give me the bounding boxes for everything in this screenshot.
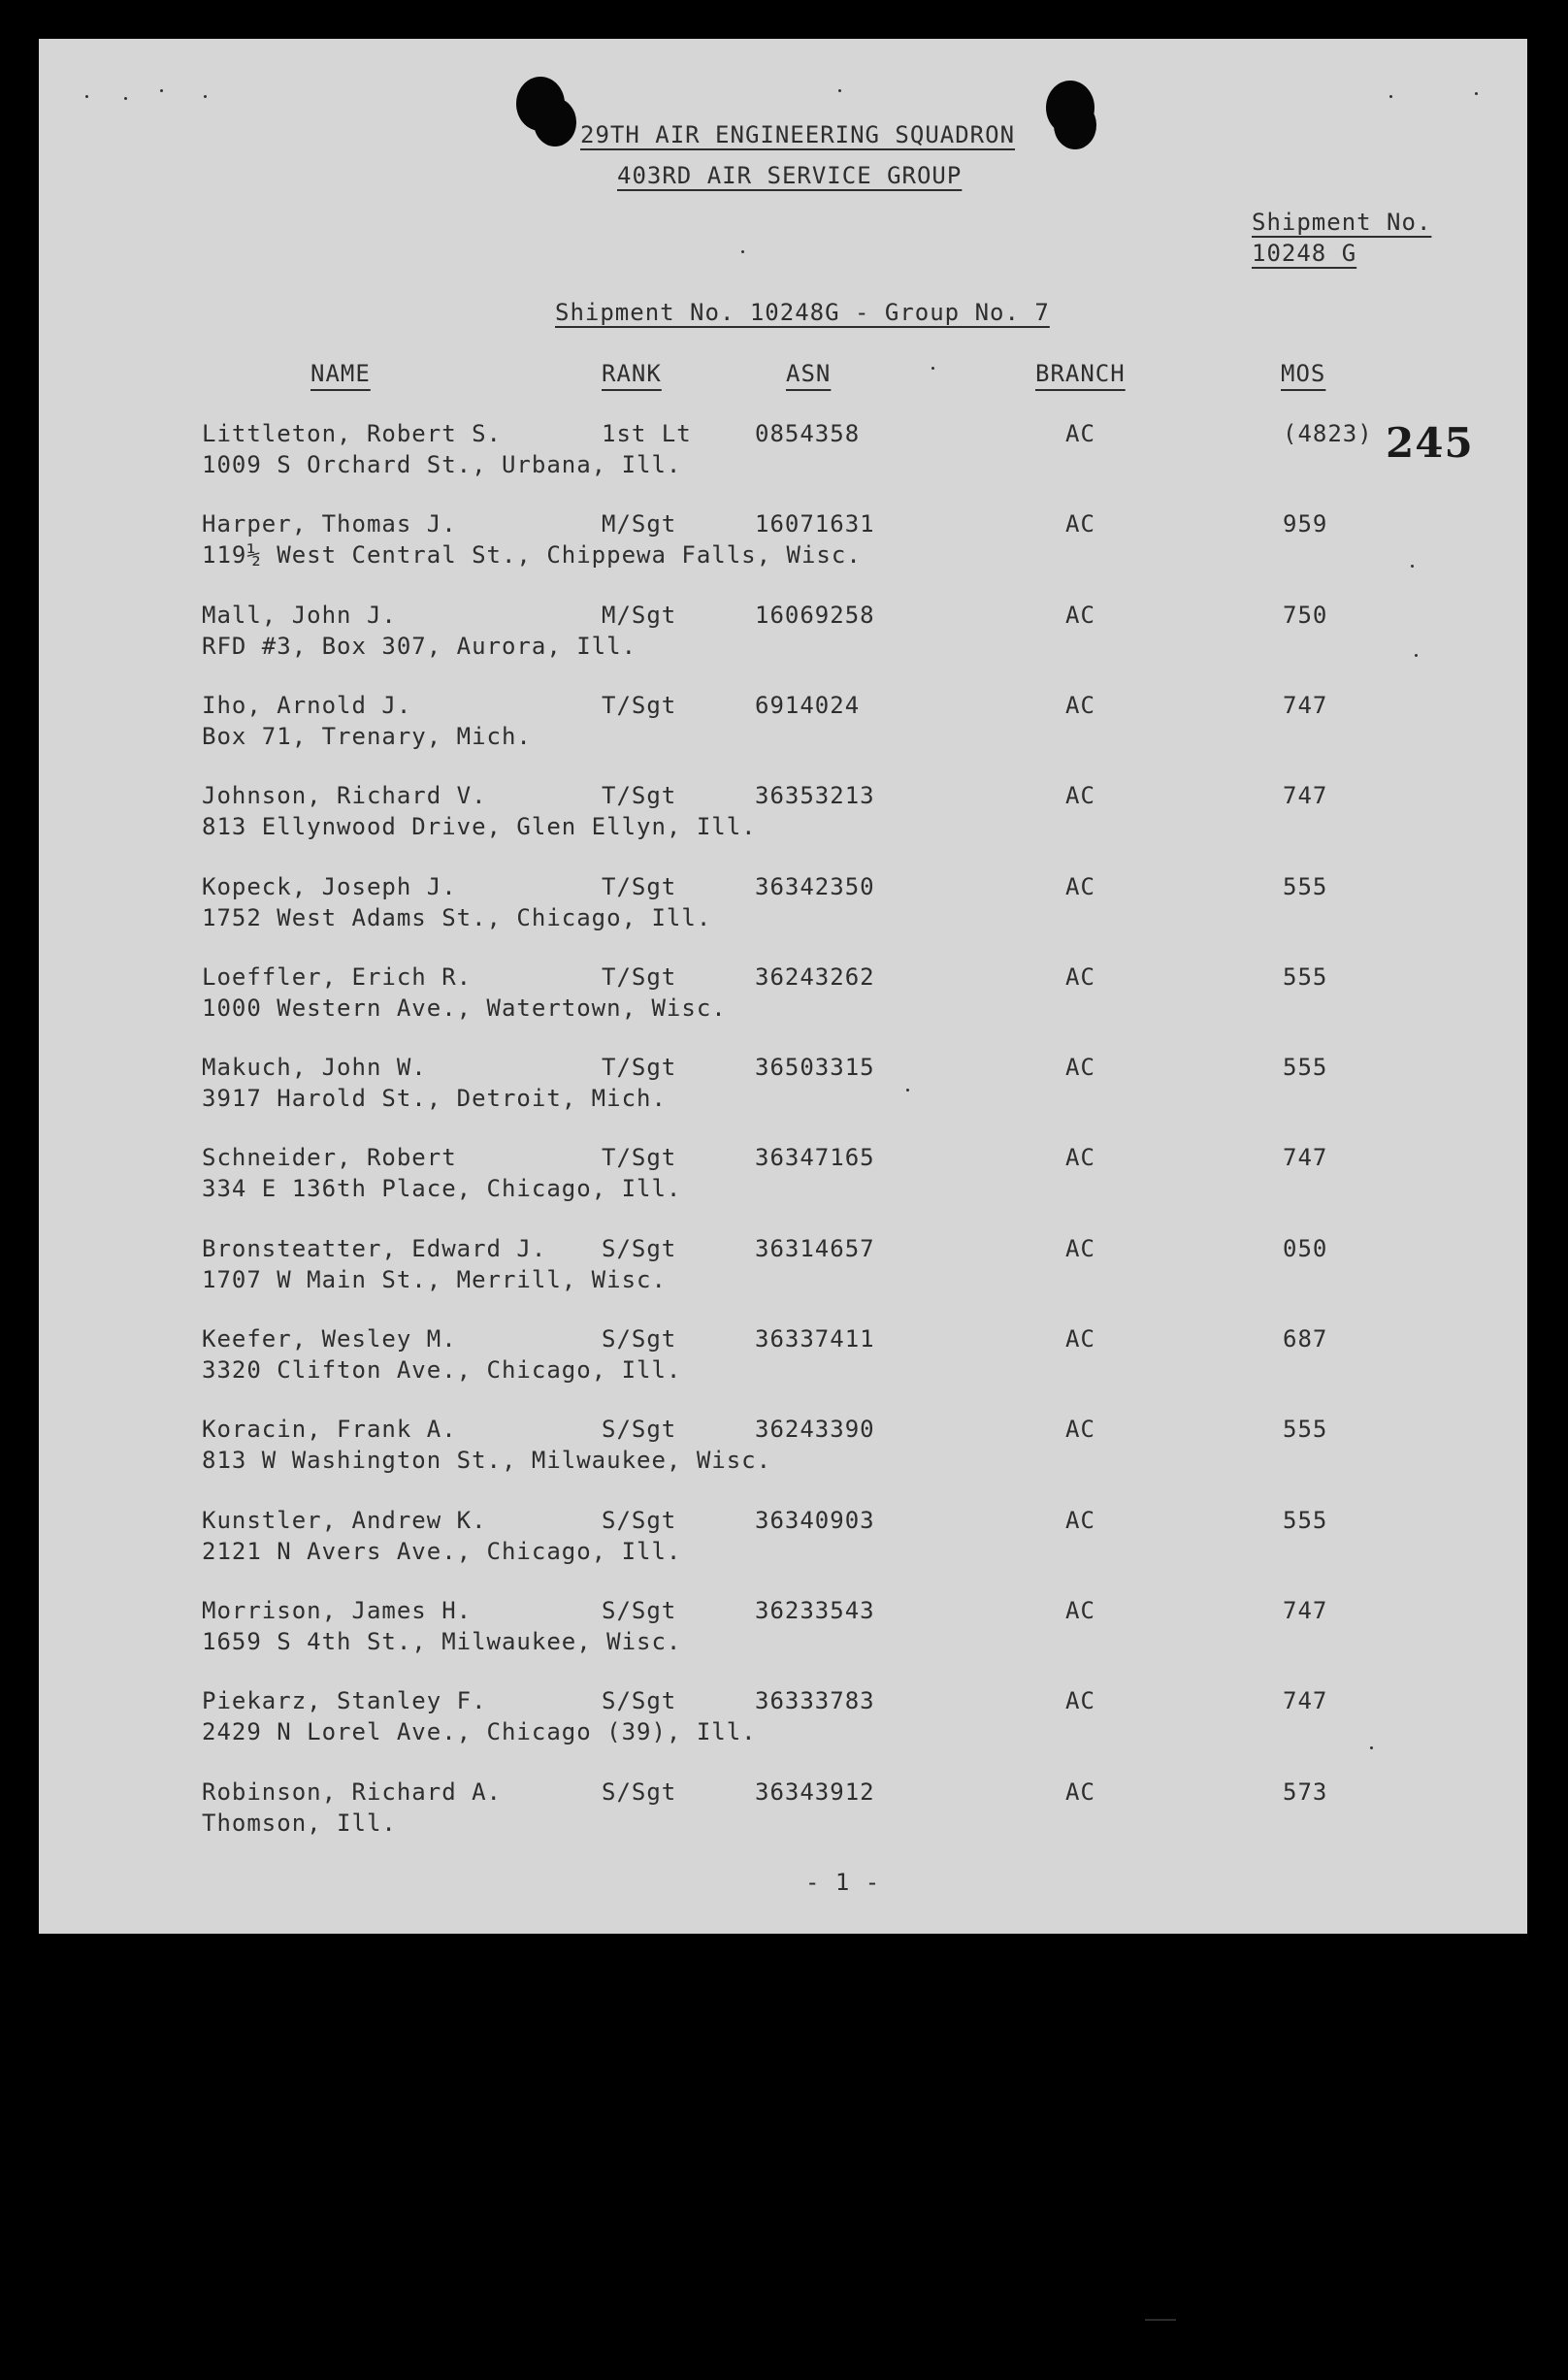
entry-mos: 687	[1283, 1325, 1328, 1353]
entry-mos: 747	[1283, 1687, 1328, 1714]
entry-mos: 555	[1283, 1416, 1328, 1443]
entry-address: 1752 West Adams St., Chicago, Ill.	[202, 904, 712, 931]
entry-asn: 36337411	[755, 1325, 875, 1353]
entry-name: Schneider, Robert	[202, 1144, 457, 1171]
entry-branch: AC	[1065, 420, 1095, 447]
entry-asn: 36353213	[755, 782, 875, 809]
entry-name: Johnson, Richard V.	[202, 782, 487, 809]
entry-address: 1659 S 4th St., Milwaukee, Wisc.	[202, 1628, 682, 1655]
entry-branch: AC	[1065, 1054, 1095, 1081]
entry-rank: T/Sgt	[602, 1144, 677, 1171]
entry-mos: 050	[1283, 1235, 1328, 1262]
entry-address: Box 71, Trenary, Mich.	[202, 723, 532, 750]
entry-rank: T/Sgt	[602, 963, 677, 991]
speck	[85, 95, 88, 98]
speck	[124, 97, 127, 100]
shipment-group-heading: Shipment No. 10248G - Group No. 7	[555, 299, 1050, 326]
entry-rank: S/Sgt	[602, 1778, 677, 1806]
punch-hole-left	[534, 98, 576, 147]
entry-address: 2121 N Avers Ave., Chicago, Ill.	[202, 1538, 682, 1565]
speck	[1389, 95, 1392, 98]
entry-branch: AC	[1065, 692, 1095, 719]
entry-branch: AC	[1065, 1144, 1095, 1171]
entry-rank: T/Sgt	[602, 782, 677, 809]
entry-asn: 36243390	[755, 1416, 875, 1443]
entry-asn: 16071631	[755, 510, 875, 538]
entry-asn: 0854358	[755, 420, 861, 447]
entry-branch: AC	[1065, 602, 1095, 629]
entry-rank: M/Sgt	[602, 510, 677, 538]
entry-asn: 36503315	[755, 1054, 875, 1081]
entry-name: Littleton, Robert S.	[202, 420, 502, 447]
stamp-number: 245	[1386, 419, 1474, 467]
entry-name: Piekarz, Stanley F.	[202, 1687, 487, 1714]
entry-branch: AC	[1065, 782, 1095, 809]
entry-mos: 555	[1283, 1054, 1328, 1081]
speck	[838, 89, 841, 92]
entry-address: 334 E 136th Place, Chicago, Ill.	[202, 1175, 682, 1202]
entry-mos: 555	[1283, 873, 1328, 900]
entry-address: 3917 Harold St., Detroit, Mich.	[202, 1085, 667, 1112]
entry-address: 813 Ellynwood Drive, Glen Ellyn, Ill.	[202, 813, 757, 840]
entry-rank: T/Sgt	[602, 692, 677, 719]
entry-asn: 36333783	[755, 1687, 875, 1714]
entry-address: 1009 S Orchard St., Urbana, Ill.	[202, 451, 682, 478]
speck	[931, 367, 934, 370]
header-rank: RANK	[602, 360, 662, 387]
entry-asn: 6914024	[755, 692, 861, 719]
entry-mos: 750	[1283, 602, 1328, 629]
squadron-title: 29TH AIR ENGINEERING SQUADRON	[580, 121, 1016, 148]
entry-mos: 573	[1283, 1778, 1328, 1806]
entry-name: Bronsteatter, Edward J.	[202, 1235, 547, 1262]
entry-branch: AC	[1065, 873, 1095, 900]
entry-branch: AC	[1065, 1507, 1095, 1534]
entry-rank: M/Sgt	[602, 602, 677, 629]
entry-address: 1707 W Main St., Merrill, Wisc.	[202, 1266, 667, 1293]
entry-address: 3320 Clifton Ave., Chicago, Ill.	[202, 1356, 682, 1384]
entry-rank: S/Sgt	[602, 1507, 677, 1534]
entry-name: Harper, Thomas J.	[202, 510, 457, 538]
header-asn: ASN	[786, 360, 832, 387]
speck	[1411, 565, 1414, 568]
entry-mos: 747	[1283, 782, 1328, 809]
entry-rank: S/Sgt	[602, 1235, 677, 1262]
entry-name: Koracin, Frank A.	[202, 1416, 457, 1443]
entry-rank: S/Sgt	[602, 1416, 677, 1443]
entry-mos: 747	[1283, 692, 1328, 719]
entry-asn: 16069258	[755, 602, 875, 629]
entry-asn: 36340903	[755, 1507, 875, 1534]
entry-name: Kopeck, Joseph J.	[202, 873, 457, 900]
scan-mark	[1145, 2319, 1176, 2321]
entry-branch: AC	[1065, 1778, 1095, 1806]
entry-asn: 36243262	[755, 963, 875, 991]
punch-hole-right	[1054, 101, 1096, 149]
entry-branch: AC	[1065, 1325, 1095, 1353]
speck	[1415, 654, 1418, 657]
entry-branch: AC	[1065, 1235, 1095, 1262]
speck	[204, 95, 207, 98]
speck	[906, 1089, 909, 1092]
entry-asn: 36347165	[755, 1144, 875, 1171]
page-number: - 1 -	[805, 1869, 881, 1896]
entry-mos: 747	[1283, 1597, 1328, 1624]
entry-name: Mall, John J.	[202, 602, 397, 629]
entry-name: Morrison, James H.	[202, 1597, 473, 1624]
entry-asn: 36343912	[755, 1778, 875, 1806]
entry-name: Makuch, John W.	[202, 1054, 427, 1081]
entry-rank: 1st Lt	[602, 420, 692, 447]
shipment-number: 10248 G	[1252, 240, 1357, 267]
entry-asn: 36342350	[755, 873, 875, 900]
entry-branch: AC	[1065, 963, 1095, 991]
entry-asn: 36314657	[755, 1235, 875, 1262]
speck	[741, 250, 744, 253]
shipment-label: Shipment No.	[1252, 209, 1432, 236]
entry-rank: T/Sgt	[602, 1054, 677, 1081]
entry-branch: AC	[1065, 1416, 1095, 1443]
entry-name: Iho, Arnold J.	[202, 692, 412, 719]
header-name: NAME	[310, 360, 371, 387]
entry-name: Robinson, Richard A.	[202, 1778, 502, 1806]
entry-mos: 555	[1283, 1507, 1328, 1534]
entry-branch: AC	[1065, 1687, 1095, 1714]
header-branch: BRANCH	[1035, 360, 1126, 387]
entry-rank: S/Sgt	[602, 1325, 677, 1353]
entry-name: Keefer, Wesley M.	[202, 1325, 457, 1353]
entry-name: Kunstler, Andrew K.	[202, 1507, 487, 1534]
entry-mos: (4823)	[1283, 420, 1373, 447]
entry-mos: 555	[1283, 963, 1328, 991]
entry-address: RFD #3, Box 307, Aurora, Ill.	[202, 633, 637, 660]
entry-branch: AC	[1065, 510, 1095, 538]
entry-address: 119½ West Central St., Chippewa Falls, Wisc.	[202, 541, 862, 569]
speck	[1475, 92, 1478, 95]
entry-address: 813 W Washington St., Milwaukee, Wisc.	[202, 1447, 772, 1474]
header-mos: MOS	[1281, 360, 1326, 387]
entry-asn: 36233543	[755, 1597, 875, 1624]
entry-rank: S/Sgt	[602, 1597, 677, 1624]
entry-mos: 959	[1283, 510, 1328, 538]
entry-rank: S/Sgt	[602, 1687, 677, 1714]
entry-address: 2429 N Lorel Ave., Chicago (39), Ill.	[202, 1718, 757, 1745]
entry-rank: T/Sgt	[602, 873, 677, 900]
entry-address: 1000 Western Ave., Watertown, Wisc.	[202, 994, 727, 1022]
document-page	[39, 39, 1527, 1934]
entry-branch: AC	[1065, 1597, 1095, 1624]
entry-address: Thomson, Ill.	[202, 1809, 397, 1837]
entry-mos: 747	[1283, 1144, 1328, 1171]
speck	[1370, 1746, 1373, 1749]
speck	[160, 89, 163, 92]
group-title: 403RD AIR SERVICE GROUP	[617, 162, 963, 189]
entry-name: Loeffler, Erich R.	[202, 963, 473, 991]
